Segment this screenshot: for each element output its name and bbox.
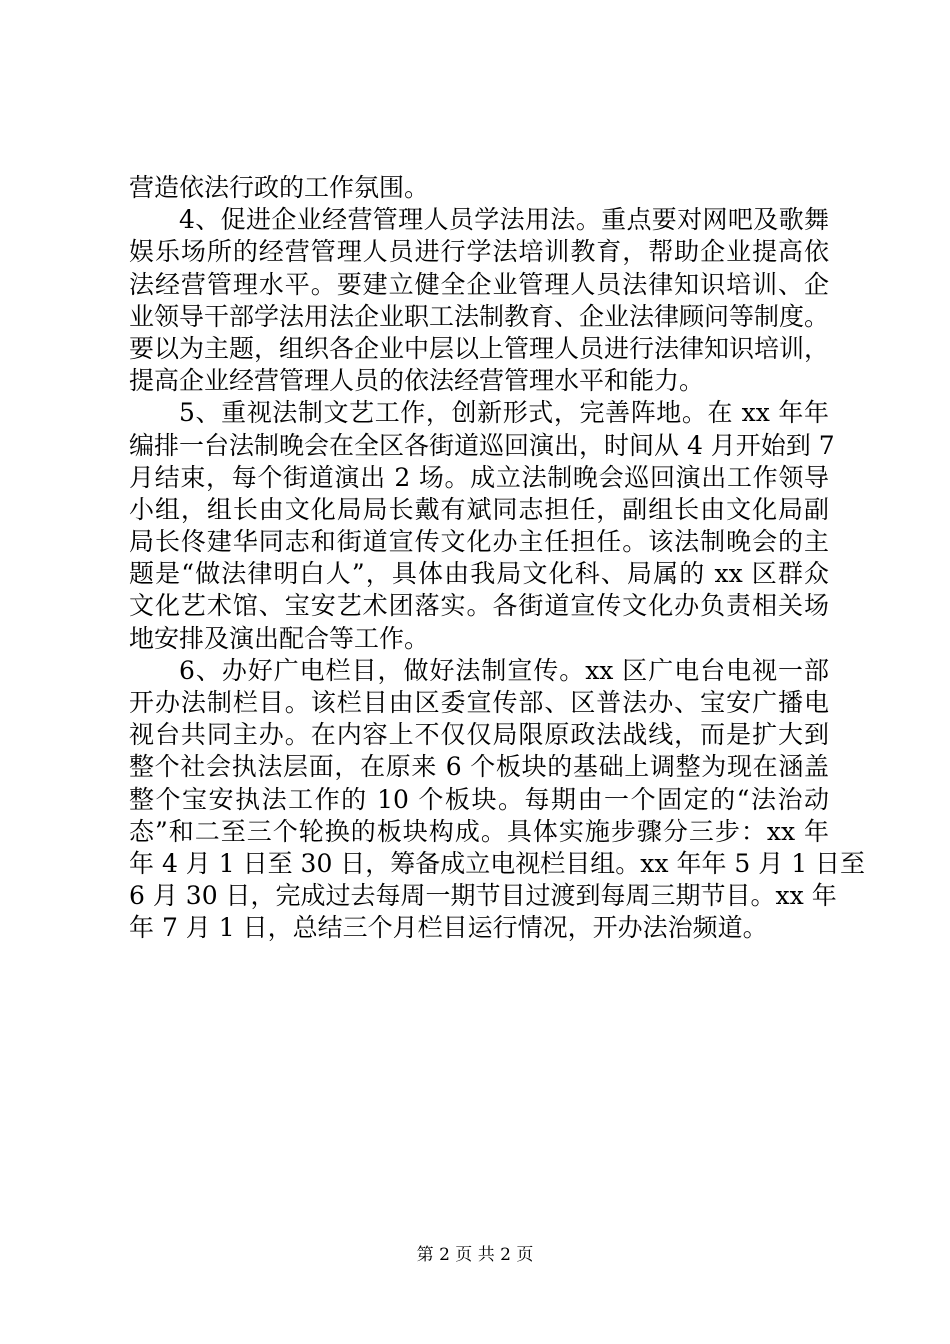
- text-line: 视台共同主办。在内容上不仅仅局限原政法战线，而是扩大到: [129, 720, 829, 750]
- text-line: 题是“做法律明白人”，具体由我局文化科、局属的 xx 区群众: [129, 559, 829, 589]
- text-line: 6、办好广电栏目，做好法制宣传。xx 区广电台电视一部: [179, 655, 829, 685]
- text-line: 态”和二至三个轮换的板块构成。具体实施步骤分三步：xx 年: [129, 816, 829, 846]
- text-line: 要以为主题，组织各企业中层以上管理人员进行法律知识培训，: [129, 333, 830, 363]
- text-line: 5、重视法制文艺工作，创新形式，完善阵地。在 xx 年年: [179, 398, 829, 428]
- text-line: 开办法制栏目。该栏目由区委宣传部、区普法办、宝安广播电: [129, 688, 829, 717]
- paragraph-p-continued: [129, 172, 829, 204]
- paragraph-p-6: [129, 655, 866, 945]
- paragraph-p-5: [129, 397, 835, 655]
- text-line: 4、促进企业经营管理人员学法用法。重点要对网吧及歌舞: [179, 205, 829, 235]
- text-line: 娱乐场所的经营管理人员进行学法培训教育，帮助企业提高依: [129, 237, 829, 267]
- text-line: 整个社会执法层面，在原来 6 个板块的基础上调整为现在涵盖: [129, 752, 829, 782]
- text-line: 月结束，每个街道演出 2 场。成立法制晚会巡回演出工作领导: [129, 462, 829, 492]
- text-line: 提高企业经营管理人员的依法经营管理水平和能力。: [129, 366, 705, 396]
- text-line: 营造依法行政的工作氛围。: [129, 173, 430, 202]
- text-line: 年 7 月 1 日，总结三个月栏目运行情况，开办法治频道。: [129, 913, 768, 943]
- text-line: 法经营管理水平。要建立健全企业管理人员法律知识培训、企: [129, 269, 829, 299]
- page-footer: 第 2 页 共 2 页: [416, 1245, 534, 1265]
- text-line: 6 月 30 日，完成过去每周一期节目过渡到每周三期节目。xx 年: [129, 881, 837, 911]
- text-line: 小组，组长由文化局局长戴有斌同志担任，副组长由文化局副: [129, 494, 829, 524]
- text-line: 年 4 月 1 日至 30 日，筹备成立电视栏目组。xx 年年 5 月 1 日至: [129, 848, 866, 878]
- paragraph-p-4: [129, 204, 829, 397]
- text-line: 文化艺术馆、宝安艺术团落实。各街道宣传文化办负责相关场: [129, 591, 829, 621]
- text-line: 业领导干部学法用法企业职工法制教育、企业法律顾问等制度。: [129, 301, 830, 331]
- text-line: 局长佟建华同志和街道宣传文化办主任担任。该法制晚会的主: [129, 527, 829, 557]
- text-line: 整个宝安执法工作的 10 个板块。每期由一个固定的“法治动: [129, 784, 829, 814]
- text-line: 地安排及演出配合等工作。: [129, 623, 430, 653]
- text-line: 编排一台法制晚会在全区各街道巡回演出，时间从 4 月开始到 7: [129, 430, 835, 460]
- document-body: [129, 172, 866, 945]
